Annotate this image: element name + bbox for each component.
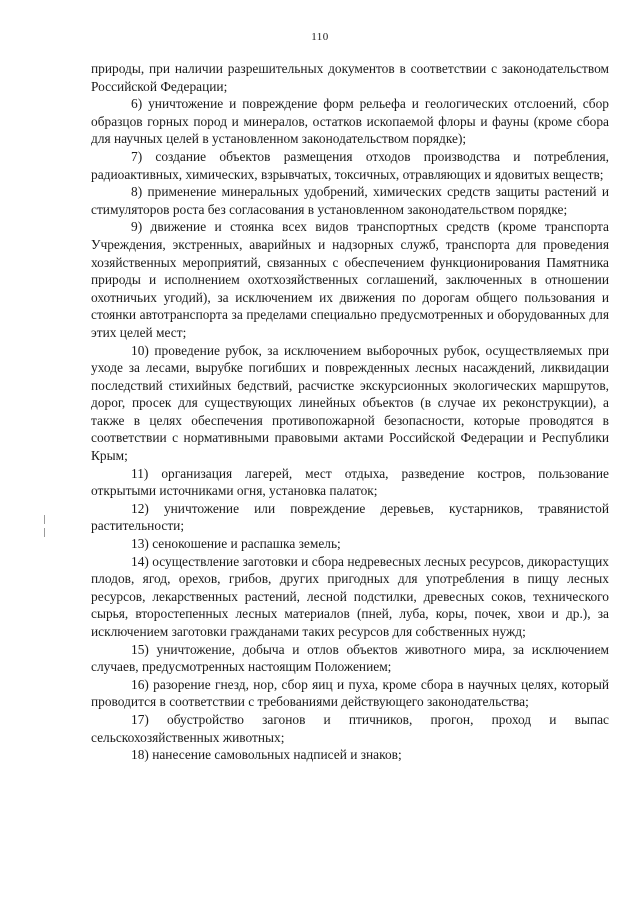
paragraph: 6) уничтожение и повреждение форм рельефа и геологических отслоений, сбор образцов горных пород и минералов, остатков ископаемой флоры и фауны (кроме сбора для научных целей в установленном законодательством порядке); bbox=[91, 96, 609, 147]
scan-mark bbox=[44, 528, 45, 537]
paragraph: 14) осуществление заготовки и сбора недревесных лесных ресурсов, дикорастущих плодов, ягод, орехов, грибов, других пригодных для употребления в пищу лесных ресурсов, лекарственных растений, лесной подстилки, древесных соков, технического сырья, второстепенных лесных материалов (пней, луба, коры, почек, хвои и др.), за исключением заготовки гражданами таких ресурсов для собственных нужд; bbox=[91, 553, 609, 639]
paragraph: 17) обустройство загонов и птичников, прогон, проход и выпас сельскохозяйственных животных; bbox=[91, 711, 609, 745]
scan-mark bbox=[44, 515, 45, 524]
paragraph: 18) нанесение самовольных надписей и знаков; bbox=[131, 747, 402, 763]
paragraph: 15) уничтожение, добыча и отлов объектов животного мира, за исключением случаев, предусмотренных настоящим Положением; bbox=[91, 641, 609, 675]
paragraph: 13) сенокошение и распашка земель; bbox=[131, 536, 341, 552]
page-number: 110 bbox=[311, 31, 329, 43]
paragraph: 9) движение и стоянка всех видов транспортных средств (кроме транспорта Учреждения, экстренных, аварийных и надзорных служб, транспорта для проведения хозяйственных мероприятий, связанных с обеспечением функционирования Памятника природы и исполнением охотхозяйственных соглашений, заключенных в отношении охотничьих угодий), за исключением их движения по дорогам общего пользования и стоянки автотранспорта за пределами специально предусмотренных и оборудованных для этих целей мест; bbox=[91, 219, 609, 340]
paragraph: 12) уничтожение или повреждение деревьев, кустарников, травянистой растительности; bbox=[91, 500, 609, 534]
paragraph: 7) создание объектов размещения отходов производства и потребления, радиоактивных, химических, взрывчатых, токсичных, отравляющих и ядовитых веществ; bbox=[91, 148, 609, 182]
paragraph: природы, при наличии разрешительных документов в соответствии с законодательством Российской Федерации; bbox=[91, 61, 609, 94]
document-body bbox=[91, 60, 609, 764]
paragraph: 8) применение минеральных удобрений, химических средств защиты растений и стимуляторов роста без согласования в установленном законодательством порядке; bbox=[91, 184, 609, 217]
paragraph: 11) организация лагерей, мест отдыха, разведение костров, пользование открытыми источниками огня, установка палаток; bbox=[91, 465, 609, 499]
paragraph: 16) разорение гнезд, нор, сбор яиц и пуха, кроме сбора в научных целях, который проводится в соответствии с требованиями действующего законодательства; bbox=[91, 676, 609, 710]
paragraph: 10) проведение рубок, за исключением выборочных рубок, осуществляемых при уходе за лесами, вырубке погибших и поврежденных лесных насаждений, ликвидации последствий стихийных бедствий, расчистке экскурсионных экологических маршрутов, дорог, просек для существующих линейных объектов (в случае их реконструкции), а также в целях обеспечения противопожарной безопасности, которые проводятся в соответствии с нормативными правовыми актами Российской Федерации и Республики Крым; bbox=[91, 342, 609, 464]
